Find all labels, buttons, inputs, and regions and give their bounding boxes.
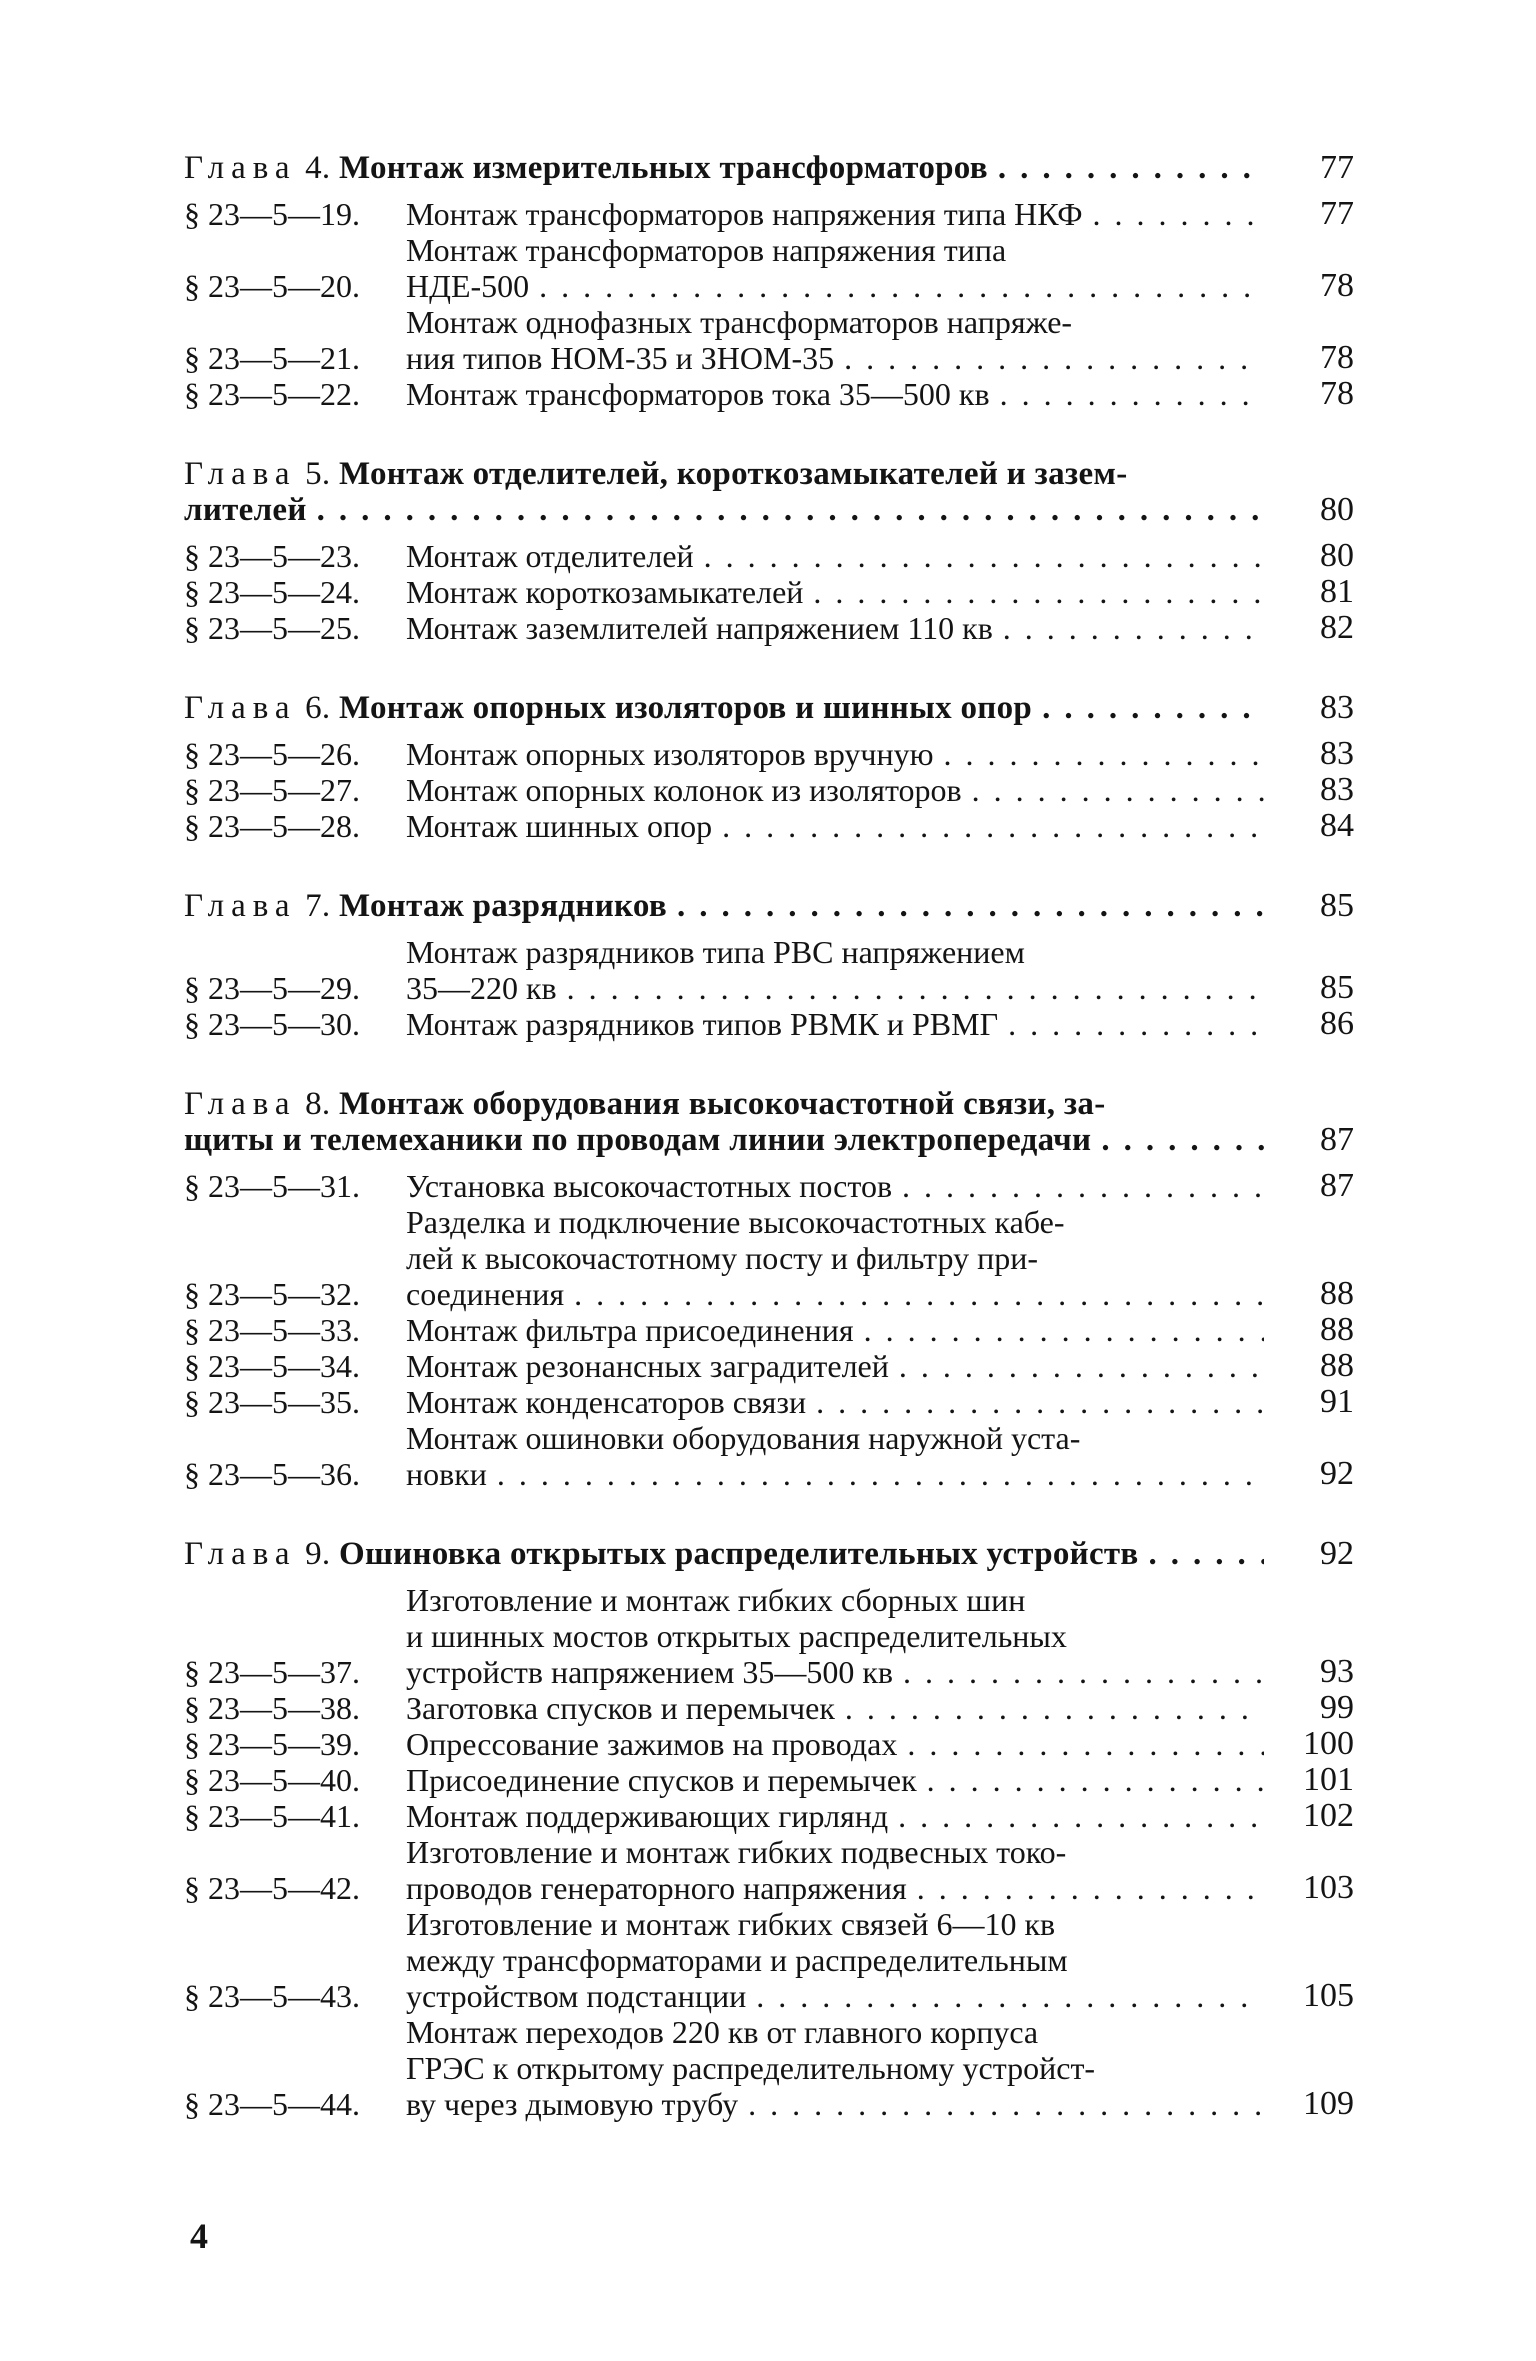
section-title-line <box>406 538 1264 574</box>
section-title-line <box>406 1834 1264 1870</box>
section-title <box>406 1348 1264 1384</box>
dot-leader <box>667 888 1264 924</box>
dot-leader <box>806 1384 1264 1420</box>
section-title-text: Монтаж короткозамыкателей <box>406 574 804 610</box>
chapter-number: 9. <box>305 1536 331 1572</box>
dot-leader <box>934 736 1264 772</box>
section-title-line <box>406 1240 1264 1276</box>
dot-leader <box>998 1006 1264 1042</box>
section-title-line <box>406 2050 1264 2086</box>
chapter-title-text: Монтаж опорных изоляторов и шинных опор <box>339 690 1033 726</box>
chapter-title-line <box>184 1086 1264 1122</box>
section-entry <box>184 376 1354 412</box>
section-title <box>406 808 1264 844</box>
section-page-number: 103 <box>1303 1869 1354 1906</box>
chapter-number: 4. <box>305 150 331 186</box>
section-title-text: Монтаж отделителей <box>406 538 694 574</box>
section-title-text: проводов генераторного напряжения <box>406 1870 907 1906</box>
section-entry <box>184 1204 1354 1312</box>
section-title <box>406 610 1264 646</box>
section-page-number: 83 <box>1320 735 1354 772</box>
section-page-number: 78 <box>1320 375 1354 412</box>
section-number: § 23—5—41. <box>184 1798 360 1834</box>
section-page-number: 105 <box>1303 1977 1354 2014</box>
section-number: § 23—5—32. <box>184 1276 360 1312</box>
chapter-page-number: 87 <box>1320 1121 1354 1158</box>
section-title-line <box>406 304 1264 340</box>
chapter-page-number: 92 <box>1320 1535 1354 1572</box>
section-entry <box>184 1384 1354 1420</box>
dot-leader <box>694 538 1264 574</box>
section-title-line <box>406 1690 1264 1726</box>
section-page-number: 81 <box>1320 573 1354 610</box>
chapter-label: Глава <box>184 888 297 924</box>
section-title-text: Изготовление и монтаж гибких связей 6—10 кв <box>406 1906 1056 1942</box>
section-number: § 23—5—33. <box>184 1312 360 1348</box>
section-title-line <box>406 1654 1264 1690</box>
section-entry <box>184 1906 1354 2014</box>
dot-leader <box>962 772 1264 808</box>
section-entry <box>184 1582 1354 1690</box>
section-title <box>406 232 1264 304</box>
dot-leader <box>529 268 1264 304</box>
section-page-number: 101 <box>1303 1761 1354 1798</box>
section-number: § 23—5—23. <box>184 538 360 574</box>
dot-leader <box>897 1726 1264 1762</box>
dot-leader <box>1082 196 1264 232</box>
section-title <box>406 304 1264 376</box>
chapter-heading <box>184 888 1354 924</box>
section-title-line <box>406 1762 1264 1798</box>
dot-leader <box>557 970 1264 1006</box>
section-entry <box>184 1726 1354 1762</box>
chapter <box>184 456 1354 646</box>
section-entry <box>184 538 1354 574</box>
section-title-line <box>406 340 1264 376</box>
chapter-title-text: лителей <box>184 492 307 528</box>
section-title-text: Монтаж разрядников типов РВМК и РВМГ <box>406 1006 999 1042</box>
chapter-heading <box>184 690 1354 726</box>
section-title-text: ГРЭС к открытому распределительному устройст- <box>406 2050 1096 2086</box>
section-entry <box>184 1834 1354 1906</box>
section-title-text: ния типов НОМ-35 и ЗНОМ-35 <box>406 340 835 376</box>
section-title-text: Присоединение спусков и перемычек <box>406 1762 917 1798</box>
section-title-line <box>406 1006 1264 1042</box>
chapter-heading <box>184 1536 1354 1572</box>
section-page-number: 82 <box>1320 609 1354 646</box>
section-title-line <box>406 1312 1264 1348</box>
chapter-title-text: Монтаж оборудования высокочастотной связи, за- <box>339 1086 1106 1122</box>
dot-leader <box>803 574 1264 610</box>
section-entry <box>184 196 1354 232</box>
chapter-title <box>184 690 1264 726</box>
chapter-title-text: щиты и телемеханики по проводам линии электропередачи <box>184 1122 1092 1158</box>
section-title-text: и шинных мостов открытых распределительных <box>406 1618 1067 1654</box>
section-number: § 23—5—39. <box>184 1726 360 1762</box>
chapter-title-line <box>184 456 1264 492</box>
dot-leader <box>993 610 1264 646</box>
section-title-text: Монтаж опорных изоляторов вручную <box>406 736 934 772</box>
dot-leader <box>1091 1122 1264 1158</box>
section-number: § 23—5—31. <box>184 1168 360 1204</box>
section-page-number: 102 <box>1303 1797 1354 1834</box>
section-number: § 23—5—27. <box>184 772 360 808</box>
section-title-line <box>406 1870 1264 1906</box>
section-entry <box>184 574 1354 610</box>
section-title-line <box>406 2014 1264 2050</box>
section-number: § 23—5—34. <box>184 1348 360 1384</box>
section-title-line <box>406 970 1264 1006</box>
section-title <box>406 772 1264 808</box>
chapter-title-line <box>184 888 1264 924</box>
section-title <box>406 1420 1264 1492</box>
section-entry <box>184 1168 1354 1204</box>
section-title-text: Установка высокочастотных постов <box>406 1168 893 1204</box>
section-page-number: 93 <box>1320 1653 1354 1690</box>
table-of-contents <box>184 150 1354 2166</box>
section-title-line <box>406 1276 1264 1312</box>
dot-leader <box>1139 1536 1264 1572</box>
dot-leader <box>564 1276 1264 1312</box>
section-page-number: 87 <box>1320 1167 1354 1204</box>
section-title-text: Монтаж переходов 220 кв от главного корпуса <box>406 2014 1039 2050</box>
chapter-title-line <box>184 690 1264 726</box>
section-entry <box>184 2014 1354 2122</box>
section-title <box>406 1726 1264 1762</box>
section-title-text: Монтаж заземлителей напряжением 110 кв <box>406 610 993 646</box>
dot-leader <box>888 1798 1264 1834</box>
chapter-title-text: Монтаж разрядников <box>339 888 668 924</box>
section-title-text: Разделка и подключение высокочастотных кабе- <box>406 1204 1065 1240</box>
dot-leader <box>893 1654 1264 1690</box>
dot-leader <box>738 2086 1264 2122</box>
section-page-number: 77 <box>1320 195 1354 232</box>
chapter-title-text: Монтаж отделителей, короткозамыкателей и зазем- <box>339 456 1128 492</box>
section-number: § 23—5—26. <box>184 736 360 772</box>
section-page-number: 88 <box>1320 1275 1354 1312</box>
section-title-line <box>406 808 1264 844</box>
section-page-number: 100 <box>1303 1725 1354 1762</box>
section-title-line <box>406 1168 1264 1204</box>
section-title-text: новки <box>406 1456 487 1492</box>
page-number: 4 <box>190 2216 208 2256</box>
section-number: § 23—5—25. <box>184 610 360 646</box>
chapter <box>184 1536 1354 2122</box>
section-title-line <box>406 232 1264 268</box>
section-title <box>406 376 1264 412</box>
section-title <box>406 1798 1264 1834</box>
section-number: § 23—5—20. <box>184 268 360 304</box>
section-number: § 23—5—28. <box>184 808 360 844</box>
section-page-number: 99 <box>1320 1689 1354 1726</box>
section-entry <box>184 1762 1354 1798</box>
chapter-title <box>184 150 1264 186</box>
section-title-line <box>406 1726 1264 1762</box>
section-title-line <box>406 574 1264 610</box>
section-entry <box>184 1006 1354 1042</box>
section-page-number: 83 <box>1320 771 1354 808</box>
section-number: § 23—5—22. <box>184 376 360 412</box>
section-title <box>406 1834 1264 1906</box>
chapter-title-line <box>184 1122 1264 1158</box>
section-page-number: 86 <box>1320 1005 1354 1042</box>
section-title <box>406 1204 1264 1312</box>
section-title-line <box>406 196 1264 232</box>
dot-leader <box>307 492 1264 528</box>
section-number: § 23—5—30. <box>184 1006 360 1042</box>
dot-leader <box>834 340 1264 376</box>
section-title <box>406 196 1264 232</box>
section-number: § 23—5—29. <box>184 970 360 1006</box>
section-entry <box>184 1348 1354 1384</box>
section-title-text: Заготовка спусков и перемычек <box>406 1690 835 1726</box>
section-title-text: Монтаж опорных колонок из изоляторов <box>406 772 962 808</box>
section-number: § 23—5—40. <box>184 1762 360 1798</box>
section-page-number: 88 <box>1320 1311 1354 1348</box>
section-title-text: Монтаж трансформаторов напряжения типа <box>406 232 1007 268</box>
chapter-title-text: Монтаж измерительных трансформаторов <box>339 150 988 186</box>
section-number: § 23—5—44. <box>184 2086 360 2122</box>
section-entry <box>184 736 1354 772</box>
section-page-number: 91 <box>1320 1383 1354 1420</box>
section-title-text: соединения <box>406 1276 565 1312</box>
section-title-text: Изготовление и монтаж гибких сборных шин <box>406 1582 1026 1618</box>
section-page-number: 109 <box>1303 2085 1354 2122</box>
section-title-text: Монтаж трансформаторов напряжения типа НКФ <box>406 196 1083 232</box>
section-title-line <box>406 1942 1264 1978</box>
section-title <box>406 1168 1264 1204</box>
section-title <box>406 1906 1264 2014</box>
chapter <box>184 1086 1354 1492</box>
chapter-number: 8. <box>305 1086 331 1122</box>
section-title-text: Монтаж конденсаторов связи <box>406 1384 807 1420</box>
chapter-label: Глава <box>184 1536 297 1572</box>
section-title <box>406 1582 1264 1690</box>
chapter-label: Глава <box>184 456 297 492</box>
section-title-text: Монтаж шинных опор <box>406 808 713 844</box>
section-title-line <box>406 610 1264 646</box>
section-entry <box>184 304 1354 376</box>
section-title <box>406 736 1264 772</box>
chapter-heading <box>184 1086 1354 1158</box>
chapter <box>184 150 1354 412</box>
section-title-text: Монтаж резонансных заградителей <box>406 1348 889 1384</box>
section-title-line <box>406 2086 1264 2122</box>
section-title-line <box>406 1384 1264 1420</box>
section-title-line <box>406 1978 1264 2014</box>
section-title-line <box>406 1798 1264 1834</box>
chapter-heading <box>184 150 1354 186</box>
section-title <box>406 574 1264 610</box>
section-number: § 23—5—43. <box>184 1978 360 2014</box>
section-entry <box>184 1690 1354 1726</box>
section-entry <box>184 232 1354 304</box>
dot-leader <box>746 1978 1264 2014</box>
chapter-title-line <box>184 1536 1264 1572</box>
section-page-number: 78 <box>1320 267 1354 304</box>
section-number: § 23—5—38. <box>184 1690 360 1726</box>
dot-leader <box>889 1348 1264 1384</box>
dot-leader <box>988 150 1264 186</box>
section-title-text: 35—220 кв <box>406 970 557 1006</box>
section-page-number: 78 <box>1320 339 1354 376</box>
section-number: § 23—5—19. <box>184 196 360 232</box>
section-title-text: устройством подстанции <box>406 1978 747 2014</box>
chapter-number: 6. <box>305 690 331 726</box>
chapter-title-line <box>184 150 1264 186</box>
dot-leader <box>892 1168 1264 1204</box>
section-title-line <box>406 1456 1264 1492</box>
section-title <box>406 1006 1264 1042</box>
section-title-line <box>406 1348 1264 1384</box>
section-entry <box>184 1312 1354 1348</box>
section-number: § 23—5—36. <box>184 1456 360 1492</box>
chapter-number: 7. <box>305 888 331 924</box>
chapter-label: Глава <box>184 1086 297 1122</box>
chapter-page-number: 77 <box>1320 149 1354 186</box>
section-entry <box>184 1420 1354 1492</box>
dot-leader <box>990 376 1264 412</box>
section-page-number: 84 <box>1320 807 1354 844</box>
section-title-text: Монтаж ошиновки оборудования наружной уста- <box>406 1420 1081 1456</box>
section-title-line <box>406 1204 1264 1240</box>
chapter-title <box>184 456 1264 528</box>
section-entry <box>184 610 1354 646</box>
chapter-title <box>184 1536 1264 1572</box>
section-page-number: 85 <box>1320 969 1354 1006</box>
section-number: § 23—5—24. <box>184 574 360 610</box>
dot-leader <box>1032 690 1264 726</box>
section-title-text: Монтаж фильтра присоединения <box>406 1312 854 1348</box>
chapter-heading <box>184 456 1354 528</box>
chapter <box>184 888 1354 1042</box>
section-title-line <box>406 772 1264 808</box>
section-title-text: Монтаж разрядников типа РВС напряжением <box>406 934 1025 970</box>
section-number: § 23—5—21. <box>184 340 360 376</box>
section-page-number: 92 <box>1320 1455 1354 1492</box>
section-number: § 23—5—35. <box>184 1384 360 1420</box>
section-title-line <box>406 934 1264 970</box>
section-number: § 23—5—37. <box>184 1654 360 1690</box>
section-title <box>406 1762 1264 1798</box>
section-title <box>406 1312 1264 1348</box>
chapter-page-number: 85 <box>1320 887 1354 924</box>
section-title <box>406 1690 1264 1726</box>
chapter-page-number: 80 <box>1320 491 1354 528</box>
section-title-text: НДЕ-500 <box>406 268 530 304</box>
section-title-text: между трансформаторами и распределительным <box>406 1942 1068 1978</box>
dot-leader <box>835 1690 1264 1726</box>
chapter-title-line <box>184 492 1264 528</box>
dot-leader <box>907 1870 1264 1906</box>
section-title <box>406 2014 1264 2122</box>
section-page-number: 80 <box>1320 537 1354 574</box>
section-title-line <box>406 376 1264 412</box>
section-entry <box>184 1798 1354 1834</box>
dot-leader <box>487 1456 1264 1492</box>
chapter-label: Глава <box>184 690 297 726</box>
section-title-line <box>406 1618 1264 1654</box>
dot-leader <box>917 1762 1264 1798</box>
section-title-line <box>406 268 1264 304</box>
section-entry <box>184 772 1354 808</box>
section-title-line <box>406 1906 1264 1942</box>
section-title-line <box>406 736 1264 772</box>
section-title <box>406 934 1264 1006</box>
dot-leader <box>712 808 1264 844</box>
section-title-text: Монтаж трансформаторов тока 35—500 кв <box>406 376 990 412</box>
section-title-text: Монтаж поддерживающих гирлянд <box>406 1798 889 1834</box>
chapter-title <box>184 1086 1264 1158</box>
section-title-line <box>406 1582 1264 1618</box>
chapter-page-number: 83 <box>1320 689 1354 726</box>
chapter-number: 5. <box>305 456 331 492</box>
section-title-text: лей к высокочастотному посту и фильтру при- <box>406 1240 1039 1276</box>
chapter-title-text: Ошиновка открытых распределительных устройств <box>339 1536 1139 1572</box>
chapter-label: Глава <box>184 150 297 186</box>
section-title-text: Изготовление и монтаж гибких подвесных токо- <box>406 1834 1067 1870</box>
section-title-text: устройств напряжением 35—500 кв <box>406 1654 893 1690</box>
dot-leader <box>854 1312 1264 1348</box>
chapter-title <box>184 888 1264 924</box>
section-title-line <box>406 1420 1264 1456</box>
section-title-text: Опрессование зажимов на проводах <box>406 1726 898 1762</box>
section-number: § 23—5—42. <box>184 1870 360 1906</box>
section-title <box>406 1384 1264 1420</box>
section-entry <box>184 808 1354 844</box>
chapter <box>184 690 1354 844</box>
section-entry <box>184 934 1354 1006</box>
section-title-text: ву через дымовую трубу <box>406 2086 739 2122</box>
section-title <box>406 538 1264 574</box>
section-page-number: 88 <box>1320 1347 1354 1384</box>
section-title-text: Монтаж однофазных трансформаторов напряже- <box>406 304 1073 340</box>
